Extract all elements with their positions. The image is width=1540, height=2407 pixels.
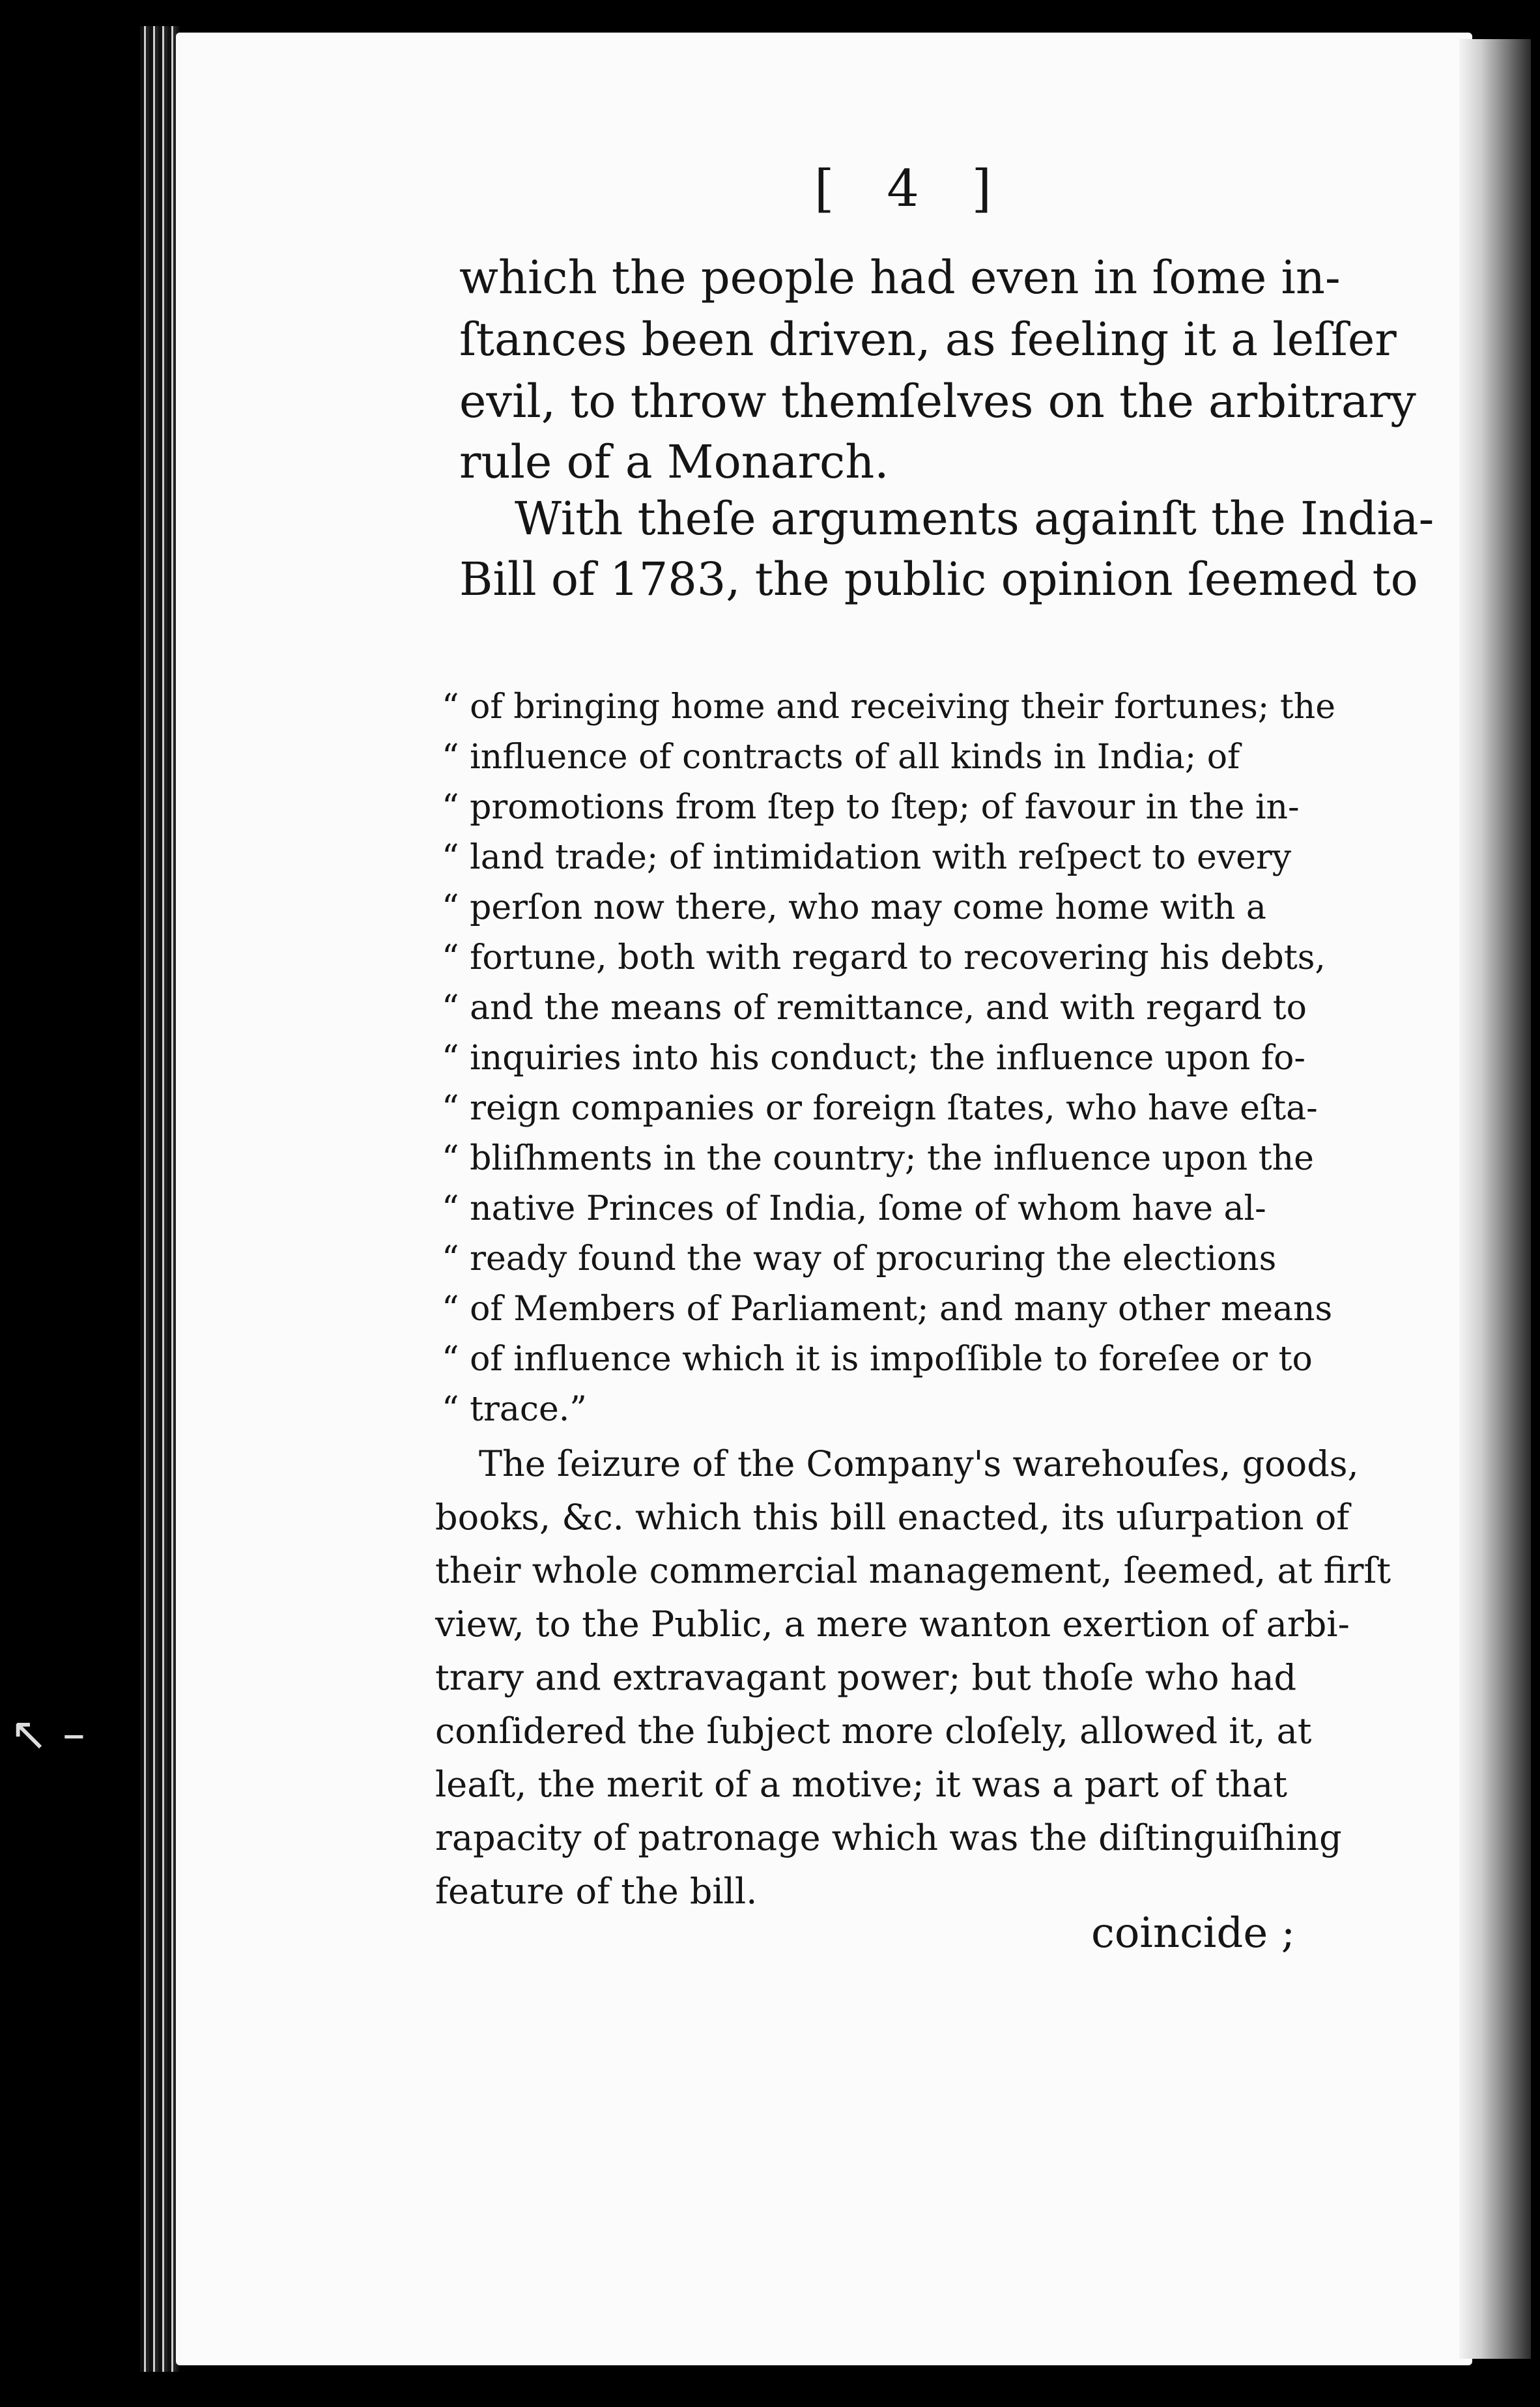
footnote-line: “ and the means of remittance, and with regard to — [442, 988, 1307, 1028]
footnote-line: “ bliſhments in the country; the influence upon the — [442, 1139, 1314, 1178]
paragraph-line: their whole commercial management, ſeemed, at firſt — [435, 1550, 1391, 1591]
body-line: evil, to throw themſelves on the arbitrary — [459, 375, 1416, 428]
paragraph-line: rapacity of patronage which was the diſtinguiſhing — [435, 1817, 1342, 1858]
book-binding — [140, 26, 179, 2372]
paragraph-line: The ſeizure of the Company's warehouſes, goods, — [479, 1443, 1359, 1484]
footnote-line: “ perſon now there, who may come home with a — [442, 888, 1266, 927]
body-line: rule of a Monarch. — [459, 435, 889, 489]
footnote-line: “ of bringing home and receiving their fortunes; the — [442, 687, 1336, 727]
footnote-line: “ reign companies or foreign ſtates, who have eſta- — [442, 1089, 1318, 1128]
footnote-line: “ of Members of Parliament; and many other means — [442, 1290, 1333, 1329]
page-number: [ 4 ] — [814, 160, 1010, 218]
footnote-line: “ promotions from ſtep to ſtep; of favour in the in- — [442, 788, 1300, 827]
paragraph-line: conſidered the ſubject more cloſely, allowed it, at — [435, 1710, 1312, 1751]
footnote-line: “ of influence which it is impoſſible to foreſee or to — [442, 1340, 1313, 1379]
footnote-line: “ inquiries into his conduct; the influence upon fo- — [442, 1039, 1305, 1078]
paragraph-line: leaſt, the merit of a motive; it was a part of that — [435, 1764, 1287, 1805]
paragraph-line: feature of the bill. — [435, 1871, 758, 1912]
footnote-line: “ ready found the way of procuring the elections — [442, 1239, 1277, 1278]
body-line: Bill of 1783, the public opinion ſeemed to — [459, 553, 1418, 606]
footnote-line: “ influence of contracts of all kinds in India; of — [442, 738, 1240, 777]
paragraph-line: trary and extravagant power; but thoſe who had — [435, 1657, 1297, 1698]
footnote-line: “ fortune, both with regard to recovering his debts, — [442, 938, 1326, 977]
body-line: ſtances been driven, as fe⁠eling it a leſſer — [459, 313, 1397, 366]
paragraph-line: view, to the Public, a mere wanton exertion of arbi- — [435, 1604, 1350, 1645]
scan-artifact-icon: ↖ – — [10, 1707, 85, 1761]
body-line: With theſe arguments againſt the India- — [515, 492, 1434, 545]
footnote-line: “ trace.” — [442, 1390, 587, 1429]
footnote-line: “ land trade; of intimidation with reſpect to every — [442, 838, 1292, 877]
footnote-line: “ native Princes of India, ſome of whom have al- — [442, 1189, 1266, 1228]
page-edge-shadow — [1459, 39, 1531, 2359]
paragraph-line: books, &c. which this bill enacted, its uſurpation of — [435, 1497, 1350, 1538]
body-line: which the people had even in ſome in- — [459, 251, 1341, 304]
catchword: coincide ; — [1091, 1909, 1296, 1957]
